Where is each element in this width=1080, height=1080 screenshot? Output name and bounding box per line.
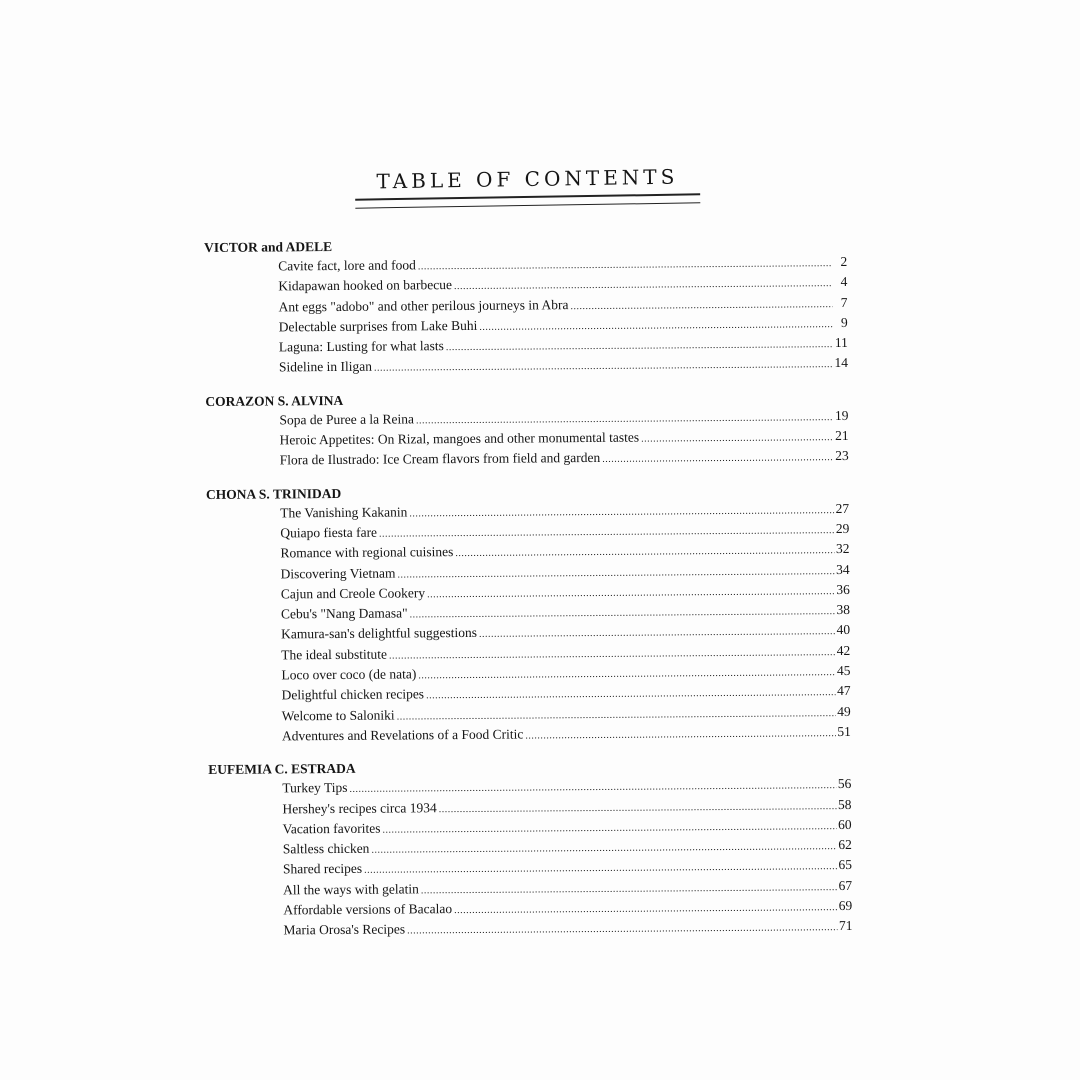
entry-page-number: 60 — [838, 816, 852, 832]
entry-title: Flora de Ilustrado: Ice Cream flavors from field and garden — [279, 450, 601, 468]
entry-page-number: 36 — [836, 581, 850, 597]
dot-leader — [602, 446, 834, 470]
entry-page-number: 69 — [838, 897, 853, 914]
entry-title: Vacation favorites — [282, 820, 381, 837]
entry-page-number: 45 — [836, 662, 851, 679]
entry-page-number: 2 — [840, 253, 848, 270]
entry-page-number: 29 — [835, 520, 850, 537]
entry-page-number: 67 — [838, 877, 853, 893]
dot-leader — [407, 916, 838, 941]
toc-entry — [282, 722, 851, 747]
entry-page-number: 65 — [838, 857, 853, 873]
entry-title: Sopa de Puree a la Reina — [279, 411, 415, 428]
section-heading: EUFEMIA C. ESTRADA — [208, 761, 356, 778]
entry-title: Saltless chicken — [282, 840, 370, 857]
entry-page-number: 38 — [836, 602, 850, 618]
entry-page-number: 11 — [834, 335, 848, 351]
dot-leader — [374, 354, 833, 380]
entry-title: Romance with regional cuisines — [280, 544, 454, 561]
entry-title: Ant eggs "adobo" and other perilous journeys in Abra — [278, 296, 569, 315]
entry-title: Kamura-san's delightful suggestions — [281, 625, 478, 642]
entry-page-number: 71 — [838, 918, 853, 934]
entry-title: Shared recipes — [282, 861, 363, 877]
table-of-contents — [204, 233, 853, 955]
section-heading: VICTOR and ADELE — [204, 238, 333, 255]
section-heading: CHONA S. TRINIDAD — [205, 485, 342, 502]
toc-entry — [283, 916, 852, 941]
title-block — [355, 161, 701, 208]
dot-leader — [525, 722, 836, 746]
entry-title: Loco over coco (de nata) — [281, 666, 417, 683]
entry-page-number: 47 — [837, 683, 851, 699]
entry-page-number: 7 — [840, 294, 848, 310]
entry-title: Sideline in Iligan — [278, 359, 373, 375]
entry-title: Welcome to Saloniki — [281, 707, 395, 724]
entry-title: Affordable versions of Bacalao — [283, 901, 453, 918]
toc-section — [204, 233, 848, 379]
entry-title: Kidapawan hooked on barbecue — [278, 277, 452, 294]
entry-title: Delightful chicken recipes — [281, 686, 425, 703]
entry-page-number: 19 — [834, 407, 849, 423]
entry-title: Heroic Appetites: On Rizal, mangoes and other monumental tastes — [279, 429, 640, 448]
entry-title: Adventures and Revelations of a Food Critic — [281, 726, 524, 744]
toc-section — [205, 387, 849, 472]
entry-title: Quiapo fiesta fare — [280, 524, 378, 541]
entry-page-number: 14 — [834, 355, 849, 371]
entry-title: Discovering Vietnam — [280, 565, 396, 581]
page-title: TABLE OF CONTENTS — [376, 164, 679, 194]
entry-page-number: 42 — [836, 642, 851, 658]
entry-title: Hershey's recipes circa 1934 — [282, 799, 437, 816]
entry-title: Cajun and Creole Cookery — [280, 585, 426, 602]
entry-title: The ideal substitute — [281, 646, 388, 663]
entry-page-number: 23 — [835, 448, 849, 464]
entry-title: Maria Orosa's Recipes — [283, 921, 406, 938]
entry-page-number: 21 — [835, 428, 849, 444]
toc-entry — [280, 446, 849, 471]
entry-title: Delectable surprises from Lake Buhi — [278, 317, 478, 335]
section-heading: CORAZON S. ALVINA — [205, 392, 344, 409]
entry-page-number: 56 — [837, 776, 852, 792]
toc-section — [206, 480, 851, 748]
toc-section — [208, 755, 852, 941]
entry-page-number: 49 — [837, 703, 851, 719]
toc-entry — [279, 353, 848, 378]
entry-page-number: 32 — [835, 541, 850, 557]
entry-title: Cebu's "Nang Damasa" — [280, 605, 408, 622]
entry-page-number: 62 — [838, 837, 852, 853]
entry-page-number: 9 — [840, 314, 848, 330]
entry-title: Cavite fact, lore and food — [278, 257, 416, 274]
entry-title: Turkey Tips — [282, 780, 348, 796]
entry-page-number: 34 — [836, 561, 850, 577]
entry-title: The Vanishing Kakanin — [280, 504, 408, 521]
entry-title: All the ways with gelatin — [283, 881, 419, 898]
entry-page-number: 51 — [837, 723, 851, 739]
entry-page-number: 4 — [840, 274, 848, 290]
entry-page-number: 27 — [835, 500, 850, 516]
entry-title: Laguna: Lusting for what lasts — [278, 338, 444, 355]
entry-page-number: 40 — [836, 622, 851, 638]
entry-page-number: 58 — [837, 796, 852, 812]
